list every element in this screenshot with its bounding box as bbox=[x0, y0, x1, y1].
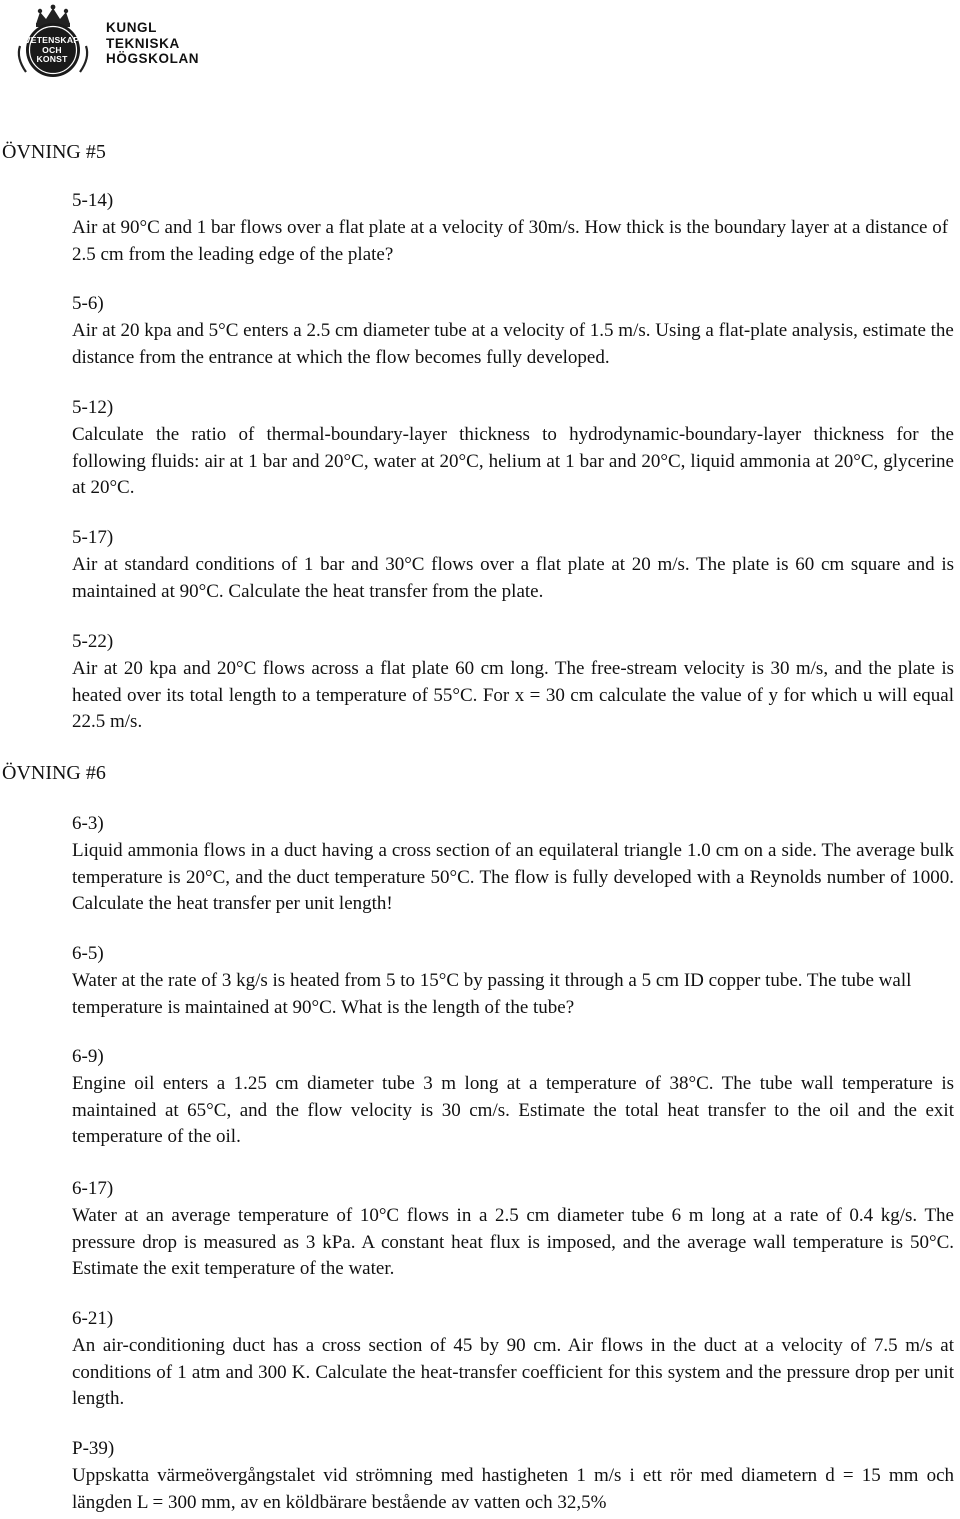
problem-text: Calculate the ratio of thermal-boundary-layer thickness to hydrodynamic-boundary-layer thickness for the following fluids: air at 1 bar and 20°C, water at 20°C, helium at 1 bar and 20°C, liquid ammonia at 20°C, glycerine at 20°C. bbox=[72, 424, 954, 499]
problem-number: 6-17) bbox=[72, 1178, 114, 1199]
seal-line: KONST bbox=[36, 54, 68, 65]
problem-text: Water at the rate of 3 kg/s is heated from 5 to 15°C by passing it through a 5 cm ID copper tube. The tube wall temperature is maintained at 90°C. What is the length of the tube? bbox=[72, 970, 912, 1018]
problem-number: 5-22) bbox=[72, 631, 114, 652]
seal-line: OCH bbox=[42, 44, 62, 55]
problem-text: Water at an average temperature of 10°C flows in a 2.5 cm diameter tube 6 m long at a rate of 0.4 kg/s. The pressure drop is measured as 3 kPa. A constant heat flux is imposed, and the average wall temperature is 50°C. Estimate the exit temperature of the water. bbox=[72, 1205, 954, 1280]
problem-number: 5-6) bbox=[72, 293, 104, 314]
section-heading: ÖVNING #5 bbox=[2, 141, 106, 163]
wordmark-line: KUNGL bbox=[106, 20, 157, 35]
kth-wordmark bbox=[106, 20, 199, 67]
seal-line: VETENSKAP bbox=[24, 35, 80, 45]
problem-number: 6-9) bbox=[72, 1046, 104, 1067]
seal-text bbox=[6, 36, 98, 65]
problem-number: 5-12) bbox=[72, 397, 114, 418]
section-heading: ÖVNING #6 bbox=[2, 762, 106, 784]
problem-number: 6-5) bbox=[72, 943, 104, 964]
problem-text: Air at 20 kpa and 5°C enters a 2.5 cm diameter tube at a velocity of 1.5 m/s. Using a flat-plate analysis, estimate the distance from the entrance at which the flow becomes fully developed. bbox=[72, 320, 954, 368]
problem-text: Air at 20 kpa and 20°C flows across a flat plate 60 cm long. The free-stream velocity is 30 m/s, and the plate is heated over its total length to a temperature of 55°C. For x = 30 cm calculate the value of y for which u will equal 22.5 m/s. bbox=[72, 658, 954, 733]
kth-logo bbox=[6, 2, 200, 80]
problem-text: Air at 90°C and 1 bar flows over a flat plate at a velocity of 30m/s. How thick is the boundary layer at a distance of 2.5 cm from the leading edge of the plate? bbox=[72, 217, 949, 265]
problem-text: Air at standard conditions of 1 bar and 30°C flows over a flat plate at 20 m/s. The plate is 60 cm square and is maintained at 90°C. Calculate the heat transfer from the plate. bbox=[72, 554, 954, 602]
problem-number: 6-3) bbox=[72, 813, 104, 834]
problem-number: P-39) bbox=[72, 1438, 115, 1459]
problem-number: 5-17) bbox=[72, 527, 114, 548]
wordmark-line: HÖGSKOLAN bbox=[106, 51, 200, 66]
problem-text: Uppskatta värmeövergångstalet vid strömning med hastigheten 1 m/s i ett rör med diametern d = 15 mm och längden L = 300 mm, av en köldbärare bestående av vatten och 32,5% bbox=[72, 1465, 954, 1513]
problem-text: Liquid ammonia flows in a duct having a cross section of an equilateral triangle 1.0 cm on a side. The average bulk temperature is 20°C, and the duct temperature 50°C. The flow is fully developed with a Reynolds number of 1000. Calculate the heat transfer per unit length! bbox=[72, 840, 954, 915]
wordmark-line: TEKNISKA bbox=[106, 35, 180, 51]
problem-number: 5-14) bbox=[72, 190, 114, 211]
problem-number: 6-21) bbox=[72, 1308, 114, 1329]
problem-text: An air-conditioning duct has a cross section of 45 by 90 cm. Air flows in the duct at a velocity of 7.5 m/s at conditions of 1 atm and 300 K. Calculate the heat-transfer coefficient for this system and the pressure drop per unit length. bbox=[72, 1335, 954, 1410]
problem-text: Engine oil enters a 1.25 cm diameter tube 3 m long at a temperature of 38°C. The tube wall temperature is maintained at 65°C, and the flow velocity is 30 cm/s. Estimate the total heat transfer to the oil and the exit temperature of the oil. bbox=[72, 1073, 954, 1148]
